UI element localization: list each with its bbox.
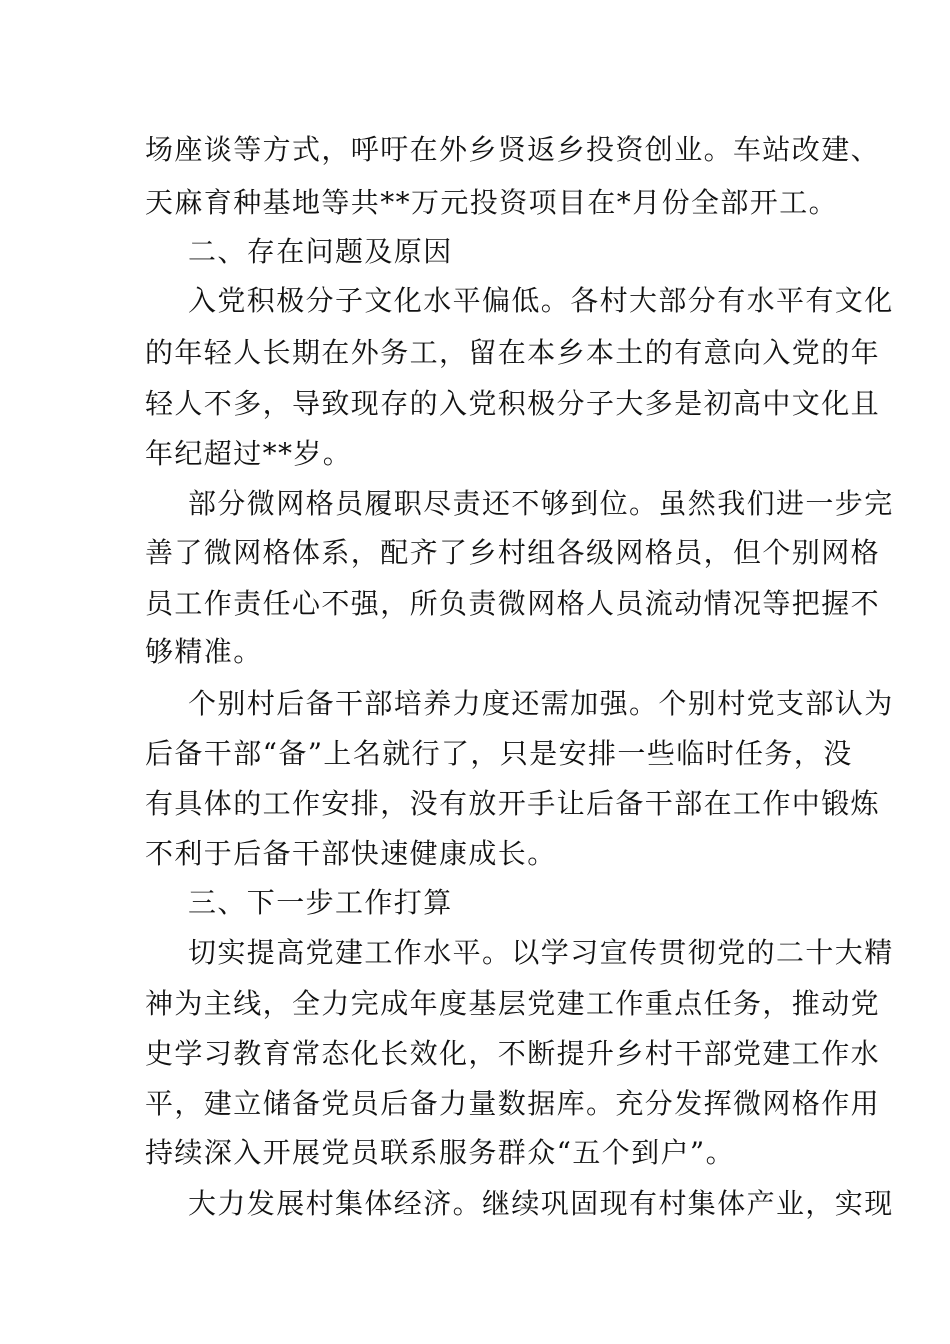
- section-heading: 二、存在问题及原因: [188, 235, 453, 268]
- text-line: 有具体的工作安排，没有放开手让后备干部在工作中锻炼: [145, 787, 881, 820]
- text-line: 入党积极分子文化水平偏低。各村大部分有水平有文化: [188, 284, 894, 317]
- text-line: 个别村后备干部培养力度还需加强。个别村党支部认为: [188, 687, 894, 720]
- text-line: 切实提高党建工作水平。以学习宣传贯彻党的二十大精: [188, 936, 894, 969]
- text-line: 善了微网格体系，配齐了乡村组各级网格员，但个别网格: [145, 536, 881, 569]
- text-line: 员工作责任心不强，所负责微网格人员流动情况等把握不: [145, 587, 881, 620]
- text-line: 持续深入开展党员联系服务群众“五个到户”。: [145, 1136, 736, 1169]
- text-line: 天麻育种基地等共**万元投资项目在*月份全部开工。: [145, 186, 839, 219]
- text-line: 平，建立储备党员后备力量数据库。充分发挥微网格作用: [145, 1087, 881, 1120]
- text-line: 年纪超过**岁。: [145, 437, 353, 470]
- text-line: 史学习教育常态化长效化，不断提升乡村干部党建工作水: [145, 1037, 881, 1070]
- section-heading: 三、下一步工作打算: [188, 886, 453, 919]
- text-line: 轻人不多，导致现存的入党积极分子大多是初高中文化且: [145, 387, 881, 420]
- text-line: 神为主线，全力完成年度基层党建工作重点任务，推动党: [145, 987, 881, 1020]
- text-line: 后备干部“备”上名就行了，只是安排一些临时任务，没: [145, 737, 853, 770]
- text-line: 场座谈等方式，呼吁在外乡贤返乡投资创业。车站改建、: [145, 133, 881, 166]
- text-line: 不利于后备干部快速健康成长。: [145, 837, 557, 870]
- text-line: 部分微网格员履职尽责还不够到位。虽然我们进一步完: [188, 487, 894, 520]
- text-line: 大力发展村集体经济。继续巩固现有村集体产业，实现: [188, 1187, 894, 1220]
- text-line: 够精准。: [145, 635, 263, 668]
- text-line: 的年轻人长期在外务工，留在本乡本土的有意向入党的年: [145, 336, 881, 369]
